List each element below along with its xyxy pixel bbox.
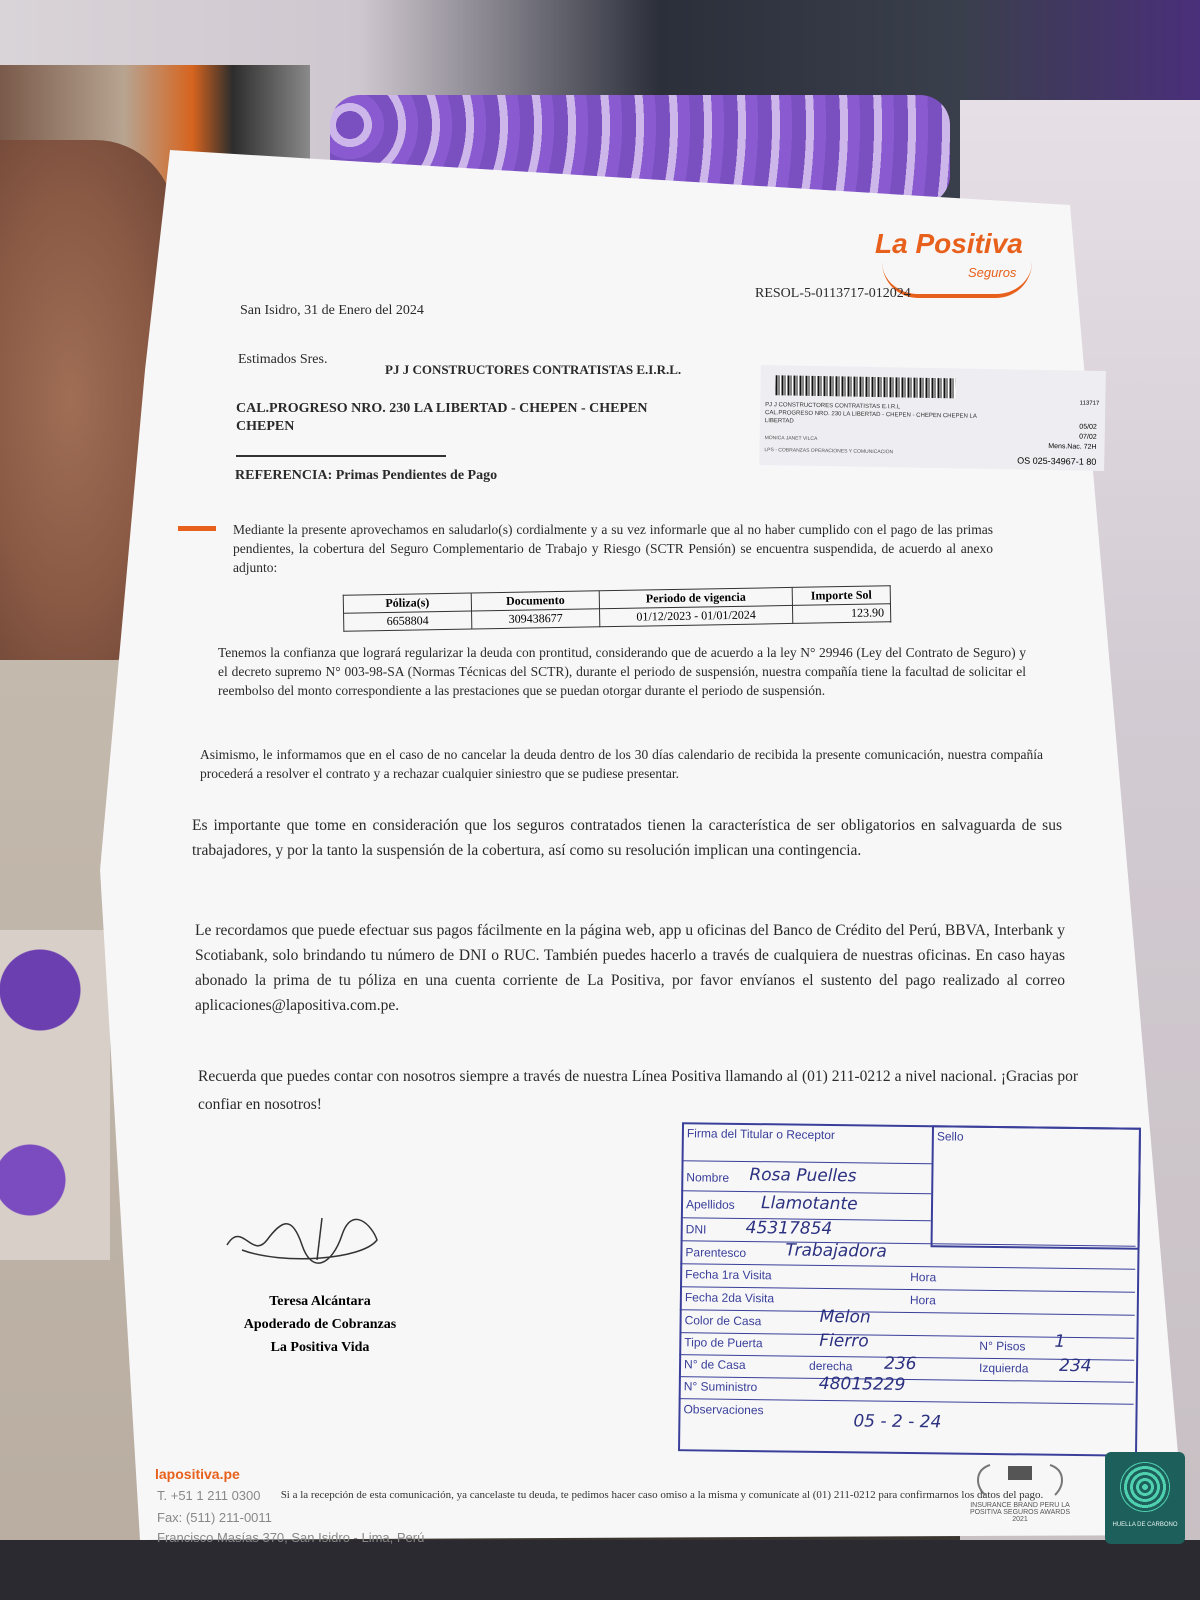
award-text: INSURANCE BRAND PERU LA POSITIVA SEGUROS AWARDS 2021 (969, 1502, 1071, 1523)
resolution-number: RESOL-5-0113717-012024 (755, 286, 911, 301)
paragraph-3: Asimismo, le informamos que en el caso de no cancelar la deuda dentro de los 30 días calendario de recibida la presente comunicación, nuestra compañía procederá a resolver el contrato y a rechazar cualquier siniestro que se pudiese presentar. (200, 747, 1043, 781)
stamp-izquierda-label: Izquierda (978, 1360, 1029, 1376)
stamp-pisos-value: 1 (1054, 1331, 1066, 1352)
background-flower (0, 930, 110, 1260)
greeting: Estimados Sres. (238, 352, 328, 367)
stamp-suministro-value: 48015229 (818, 1373, 906, 1395)
cell-importe: 123.90 (792, 604, 890, 624)
signer-role: Apoderado de Cobranzas (243, 1317, 397, 1332)
stamp-parentesco-value: Trabajadora (785, 1240, 888, 1262)
stamp-seal-box (931, 1125, 1141, 1250)
barcode-icon (775, 375, 955, 398)
fingerprint-icon (1120, 1462, 1170, 1512)
cell-periodo: 01/12/2023 - 01/01/2024 (600, 605, 793, 626)
label-agent: MONICA JANET VILCA (764, 435, 818, 442)
stamp-nombre-label: Nombre (686, 1170, 730, 1185)
stamp-puerta-label: Tipo de Puerta (684, 1335, 763, 1351)
stamp-sello-label: Sello (936, 1129, 964, 1144)
stamp-derecha-value: 236 (883, 1353, 917, 1375)
stamp-color-value: Melon (819, 1306, 871, 1328)
signer-name: Teresa Alcántara (269, 1294, 371, 1309)
paragraph-4: Es importante que tome en consideración que los seguros contratados tienen la característica de ser obligatorios en salvaguarda de sus trabajadores, y por la tanto la suspensión de la cobertura, así como su resolución implican una contingencia. (192, 817, 1062, 859)
label-address: PJ J CONSTRUCTORES CONTRATISTAS E.I.R.L CAL.PROGRESO NRO. 230 LA LIBERTAD - CHEPEN - CHEPEN CHEPEN LA LIBERTAD (764, 402, 977, 425)
col-poliza: Póliza(s) (343, 593, 471, 613)
stamp-derecha-label: derecha (808, 1358, 853, 1374)
label-dates: 05/02 07/02 Mens.Nac. 72H (1048, 423, 1097, 451)
stamp-observ-value: 05 - 2 - 24 (853, 1411, 942, 1433)
stamp-color-label: Color de Casa (684, 1313, 762, 1329)
reference: REFERENCIA: Primas Pendientes de Pago (235, 468, 498, 483)
col-documento: Documento (471, 591, 599, 611)
client-name: PJ J CONSTRUCTORES CONTRATISTAS E.I.R.L. (385, 362, 682, 377)
paragraph-5: Le recordamos que puede efectuar sus pagos fácilmente en la página web, app u oficinas del Banco de Crédito del Perú, BBVA, Interbank y Scotiabank, solo brindando tu número de DNI o RUC. También puedes hacerlo a través de cualquiera de nuestras oficinas. En caso hayas abonado la prima de tu póliza en una cuenta corriente de La Positiva, por favor envíanos el sustento del pago realizado al correo aplicaciones@lapositiva.com.pe. (195, 922, 1065, 1014)
address-underline (236, 455, 446, 457)
cell-poliza: 6658804 (344, 611, 472, 631)
stamp-ncasa-label: N° de Casa (683, 1357, 746, 1372)
stamp-apellidos-value: Llamotante (760, 1193, 858, 1215)
stamp-puerta-value: Fierro (819, 1330, 869, 1352)
cell-documento: 309438677 (472, 609, 600, 629)
award-badge (965, 1460, 1075, 1540)
client-address: CAL.PROGRESO NRO. 230 LA LIBERTAD - CHEPEN - CHEPEN CHEPEN (236, 401, 648, 434)
footer-fax: Fax: (511) 211-0011 (157, 1510, 272, 1525)
label-code: OS 025-34967-1 80 (1017, 455, 1097, 467)
stamp-apellidos-label: Apellidos (685, 1197, 735, 1212)
brand-logo: La Positiva (875, 228, 1023, 259)
stamp-nombre-value: Rosa Puelles (749, 1165, 857, 1187)
signer-company: La Positiva Vida (270, 1340, 370, 1355)
stamp-parentesco-label: Parentesco (685, 1245, 747, 1260)
stamp-hora2-label: Hora (909, 1292, 936, 1308)
signer-block (235, 1290, 405, 1359)
stamp-fecha2-label: Fecha 2da Visita (684, 1290, 775, 1306)
mail-label (759, 365, 1106, 471)
footer-url: lapositiva.pe (155, 1466, 240, 1482)
label-number: 113717 (1079, 400, 1100, 407)
stamp-fecha1-label: Fecha 1ra Visita (685, 1267, 772, 1283)
footer-note: Si a la recepción de esta comunicación, ya cancelaste tu deuda, te pedimos hacer caso omiso a la misma y comunícate al (01) 211-0212 para confirmarnos los datos del pago. (280, 1489, 1044, 1501)
stamp-dni-label: DNI (685, 1222, 707, 1237)
stamp-firma-label: Firma del Titular o Receptor (686, 1126, 836, 1143)
background-bottom (0, 1540, 1200, 1600)
paragraph-1: Mediante la presente aprovechamos en saludarlo(s) cordialmente y a su vez informarle que al no haber cumplido con el pago de las primas pendientes, la cobertura del Seguro Complementario de Trabajo y Riesgo (SCTR Pensión) se encuentra suspendida, de acuerdo al anexo adjunto: (233, 522, 993, 575)
paragraph-6: Recuerda que puedes contar con nosotros siempre a través de nuestra Línea Positiva llamando al (01) 211-0212 a nivel nacional. ¡Gracias por confiar en nosotros! (198, 1068, 1078, 1113)
signature-image (222, 1210, 382, 1270)
paragraph-2: Tenemos la confianza que logrará regularizar la deuda con prontitud, considerando que de acuerdo a la ley N° 29946 (Ley del Contrato de Seguro) y el decreto supremo N° 003-98-SA (Normas Técnicas del SCTR), durante el periodo de suspensión, nuestra compañía tiene la facultad de solicitar el reembolso del monto correspondiente a las prestaciones que se puedan otorgar durante el periodo de suspensión. (218, 645, 1026, 698)
receipt-stamp (678, 1122, 1142, 1458)
stamp-hora1-label: Hora (910, 1270, 937, 1285)
col-importe: Importe Sol (792, 586, 890, 606)
carbon-badge-text: HUELLA DE CARBONO (1112, 1522, 1178, 1528)
label-dept: LPS - COBRANZAS OPERACIONES Y COMUNICACION (764, 447, 894, 456)
stamp-suministro-label: N° Suministro (683, 1379, 758, 1395)
col-periodo: Periodo de vigencia (599, 587, 792, 608)
letter-date: San Isidro, 31 de Enero del 2024 (240, 303, 424, 318)
laurel-icon (965, 1460, 1075, 1500)
stamp-pisos-label: N° Pisos (979, 1338, 1026, 1354)
stamp-observ-label: Observaciones (683, 1402, 764, 1418)
carbon-footprint-badge (1105, 1452, 1185, 1544)
footer-address: Francisco Masías 370, San Isidro - Lima, Perú (157, 1530, 425, 1545)
footer-phone: T. +51 1 211 0300 (157, 1488, 261, 1503)
orange-accent-mark (178, 526, 216, 531)
brand-sub: Seguros (968, 265, 1017, 280)
stamp-dni-value: 45317854 (745, 1217, 833, 1240)
stamp-izquierda-value: 234 (1058, 1355, 1092, 1377)
